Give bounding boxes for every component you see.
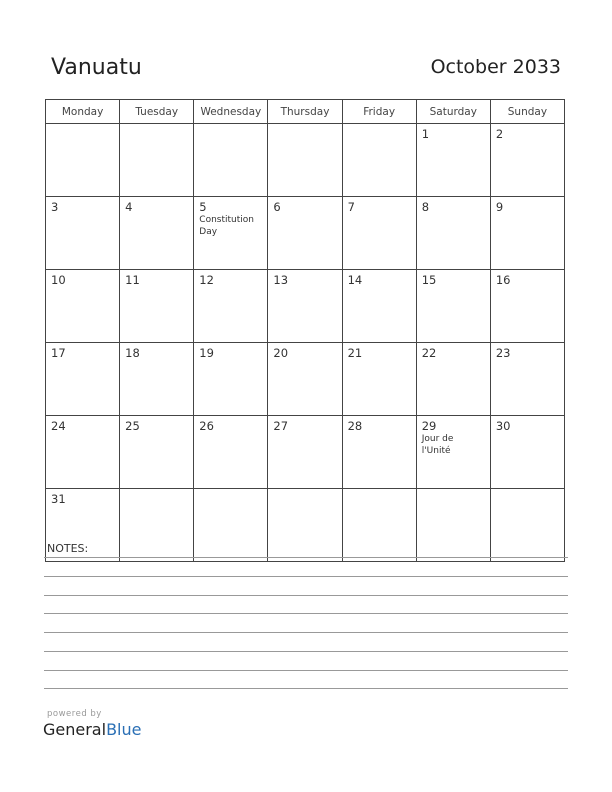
day-number: 2	[495, 127, 504, 141]
empty-day-cell	[46, 124, 120, 197]
day-cell	[46, 343, 120, 416]
day-number: 31	[51, 492, 66, 506]
brand-blue-text: Blue	[106, 720, 142, 739]
day-cell	[194, 343, 268, 416]
day-number: 6	[273, 200, 281, 214]
day-number: 24	[51, 419, 66, 433]
day-number: 4	[125, 200, 133, 214]
notes-line	[44, 670, 568, 671]
day-cell	[490, 124, 564, 197]
brand-general-text: General	[43, 720, 107, 739]
day-number: 14	[347, 273, 363, 287]
day-cell	[490, 270, 564, 343]
notes-line	[44, 688, 568, 689]
day-number: 26	[199, 419, 214, 433]
week-row	[46, 270, 565, 343]
notes-line	[44, 651, 568, 652]
empty-day-cell	[268, 489, 342, 562]
notes-line	[44, 632, 568, 633]
empty-day-cell	[120, 489, 194, 562]
day-cell	[490, 343, 564, 416]
weekday-header: Thursday	[268, 100, 342, 124]
day-number: 16	[495, 273, 511, 287]
weekday-header-row	[46, 100, 565, 124]
day-cell	[416, 270, 490, 343]
weekday-header: Saturday	[416, 100, 490, 124]
day-cell	[268, 270, 342, 343]
day-number: 8	[421, 200, 430, 214]
weekday-header: Tuesday	[120, 100, 194, 124]
notes-line	[44, 595, 568, 596]
week-row	[46, 124, 565, 197]
day-number: 11	[125, 273, 140, 287]
notes-line	[44, 613, 568, 614]
day-number: 17	[51, 346, 66, 360]
day-number: 29	[421, 419, 437, 433]
day-number: 21	[347, 346, 363, 360]
day-number: 1	[421, 127, 430, 141]
day-number: 10	[51, 273, 66, 287]
week-row	[46, 343, 565, 416]
holiday-label: Jour de l'Unité	[421, 434, 454, 456]
holiday-label: Constitution Day	[199, 215, 254, 237]
notes-line	[44, 576, 568, 577]
day-cell	[268, 416, 342, 489]
day-number: 19	[199, 346, 214, 360]
day-cell	[490, 197, 564, 270]
day-number: 25	[125, 419, 140, 433]
day-cell	[416, 416, 490, 489]
empty-day-cell	[194, 124, 268, 197]
day-number: 22	[421, 346, 437, 360]
day-number: 18	[125, 346, 140, 360]
empty-day-cell	[194, 489, 268, 562]
day-cell	[342, 197, 416, 270]
empty-day-cell	[490, 489, 564, 562]
day-cell	[416, 197, 490, 270]
day-cell	[416, 124, 490, 197]
day-number: 13	[273, 273, 289, 287]
day-cell	[194, 270, 268, 343]
day-cell	[120, 270, 194, 343]
day-cell	[342, 343, 416, 416]
day-cell	[342, 270, 416, 343]
calendar-body	[46, 124, 565, 562]
day-cell	[268, 197, 342, 270]
day-cell	[46, 197, 120, 270]
week-row	[46, 489, 565, 562]
day-number: 15	[421, 273, 437, 287]
weekday-header: Monday	[46, 100, 120, 124]
day-cell	[416, 343, 490, 416]
day-number: 20	[273, 346, 289, 360]
day-cell	[194, 416, 268, 489]
day-number: 23	[495, 346, 511, 360]
country-title: Vanuatu	[51, 55, 142, 80]
day-cell	[490, 416, 564, 489]
day-cell	[46, 270, 120, 343]
empty-day-cell	[268, 124, 342, 197]
day-number: 12	[199, 273, 214, 287]
notes-label: NOTES:	[47, 542, 89, 555]
weekday-header: Sunday	[490, 100, 564, 124]
day-number: 9	[495, 200, 504, 214]
notes-line	[44, 557, 568, 558]
powered-by-text: powered by	[47, 709, 102, 719]
calendar-grid	[45, 99, 565, 562]
month-year-title: October 2033	[430, 56, 561, 78]
day-number: 7	[347, 200, 355, 214]
empty-day-cell	[342, 124, 416, 197]
day-number: 28	[347, 419, 363, 433]
week-row	[46, 416, 565, 489]
week-row	[46, 197, 565, 270]
weekday-header: Friday	[342, 100, 416, 124]
day-cell	[342, 416, 416, 489]
empty-day-cell	[120, 124, 194, 197]
day-cell	[120, 197, 194, 270]
day-cell	[268, 343, 342, 416]
day-number: 5	[199, 200, 207, 214]
generalblue-logo[interactable]	[43, 720, 141, 739]
day-cell	[120, 416, 194, 489]
weekday-header: Wednesday	[194, 100, 268, 124]
day-number: 27	[273, 419, 289, 433]
day-number: 30	[495, 419, 511, 433]
day-number: 3	[51, 200, 59, 214]
day-cell	[120, 343, 194, 416]
empty-day-cell	[416, 489, 490, 562]
day-cell	[194, 197, 268, 270]
day-cell	[46, 416, 120, 489]
empty-day-cell	[342, 489, 416, 562]
